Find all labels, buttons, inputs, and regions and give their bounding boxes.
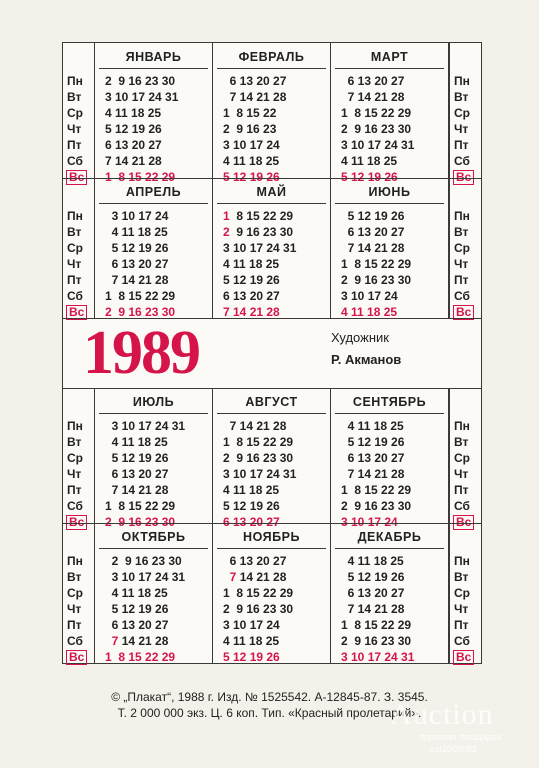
day-row: 5 12 19 26 <box>105 451 169 465</box>
weekday-label: Вт <box>454 570 469 584</box>
weekday-column-right <box>449 523 481 663</box>
day-row: 6 13 20 27 <box>105 138 162 152</box>
weekday-label: Пт <box>454 618 469 632</box>
day-row: 7 14 21 28 <box>223 419 287 433</box>
weekday-column-right <box>449 43 481 183</box>
weekday-label: Пт <box>67 618 82 632</box>
day-row: 2 9 16 23 30 <box>105 515 176 529</box>
weekday-label: Пн <box>67 554 83 568</box>
section-divider <box>63 178 481 179</box>
day-row: 4 11 18 25 <box>341 154 398 168</box>
day-row: 2 9 16 23 30 <box>341 499 412 513</box>
weekday-label: Чт <box>67 467 82 481</box>
day-row: 1 8 15 22 29 <box>223 435 294 449</box>
weekday-label: Чт <box>67 122 82 136</box>
month-block <box>95 523 213 663</box>
day-row: 5 12 19 26 <box>223 273 280 287</box>
weekday-label: Вт <box>454 435 469 449</box>
day-row: 5 12 19 26 <box>341 209 405 223</box>
day-row: 2 9 16 23 30 <box>223 225 294 239</box>
weekday-label <box>63 649 94 665</box>
month-title: АПРЕЛЬ <box>99 182 208 204</box>
weekday-label: Пн <box>454 419 470 433</box>
day-row: 5 12 19 26 <box>223 170 280 184</box>
weekday-label: Пн <box>454 554 470 568</box>
day-row: 7 14 21 28 <box>111 634 169 648</box>
day-row: 5 12 19 26 <box>223 499 280 513</box>
weekday-label: Ср <box>67 241 83 255</box>
weekday-label: Ср <box>67 106 83 120</box>
day-row: 2 9 16 23 30 <box>223 602 294 616</box>
quarter-row <box>63 178 481 318</box>
weekday-label: Пт <box>454 483 469 497</box>
weekday-label: Пн <box>67 74 83 88</box>
weekday-label: Пт <box>454 138 469 152</box>
month-title: МАЙ <box>217 182 326 204</box>
day-row: 1 8 15 22 29 <box>341 618 412 632</box>
day-row: 3 10 17 24 31 <box>341 650 415 664</box>
day-row: 5 12 19 26 <box>341 570 405 584</box>
day-row: 6 13 20 27 <box>223 515 280 529</box>
day-row: 3 10 17 24 31 <box>223 467 297 481</box>
day-row: 4 11 18 25 <box>223 257 280 271</box>
day-row: 1 8 15 22 29 <box>341 257 412 271</box>
auction-watermark: Auction <box>390 698 494 731</box>
day-row: 6 13 20 27 <box>223 74 287 88</box>
weekday-label: Сб <box>67 154 83 168</box>
weekday-label: Ср <box>67 451 83 465</box>
day-row: 3 10 17 24 31 <box>105 90 179 104</box>
day-row: 3 10 17 24 <box>223 138 280 152</box>
day-row: 2 9 16 23 30 <box>341 634 412 648</box>
holiday-date: 7 <box>111 634 119 648</box>
day-row: 3 10 17 24 31 <box>105 419 186 433</box>
weekday-label: Чт <box>454 257 469 271</box>
month-block <box>95 388 213 528</box>
weekday-label: Ср <box>454 241 470 255</box>
day-row: 3 10 17 24 <box>341 515 398 529</box>
quarter-row <box>63 523 481 663</box>
weekday-label: Вт <box>67 570 82 584</box>
quarter-row <box>63 388 481 528</box>
month-block <box>331 388 449 528</box>
day-row: 2 9 16 23 30 <box>341 273 412 287</box>
holiday-date: 1 <box>223 209 230 223</box>
day-row: 1 8 15 22 29 <box>105 499 176 513</box>
weekday-label-sunday: Вс <box>456 305 472 319</box>
day-row: 6 13 20 27 <box>105 618 169 632</box>
day-row: 7 14 21 28 <box>223 305 280 319</box>
quarter-row <box>63 43 481 183</box>
day-row: 4 11 18 25 <box>341 554 404 568</box>
day-row: 1 8 15 22 29 <box>223 209 294 223</box>
weekday-label: Сб <box>67 289 83 303</box>
day-row: 6 13 20 27 <box>341 74 405 88</box>
weekday-label: Ср <box>67 586 83 600</box>
day-row: 6 13 20 27 <box>341 451 405 465</box>
day-row: 5 12 19 26 <box>341 435 405 449</box>
month-block <box>95 43 213 183</box>
day-row: 7 14 21 28 <box>229 570 287 584</box>
weekday-label-sunday: Вс <box>69 170 85 184</box>
weekday-label: Вт <box>67 90 82 104</box>
day-row: 3 10 17 24 31 <box>341 138 415 152</box>
month-title: МАРТ <box>335 47 444 69</box>
weekday-label: Ср <box>454 451 470 465</box>
weekday-column-right <box>449 388 481 528</box>
weekday-column-left <box>63 178 95 318</box>
day-row: 3 10 17 24 <box>105 209 169 223</box>
weekday-label: Чт <box>67 257 82 271</box>
month-block <box>213 388 331 528</box>
weekday-label: Сб <box>67 499 83 513</box>
weekday-label: Сб <box>454 154 470 168</box>
day-row: 6 13 20 27 <box>105 467 169 481</box>
weekday-column-left <box>63 523 95 663</box>
day-row: 2 9 16 23 30 <box>105 305 176 319</box>
day-row: 6 13 20 27 <box>223 554 287 568</box>
weekday-label: Пн <box>454 74 470 88</box>
weekday-label-sunday: Вс <box>456 515 472 529</box>
month-title: АВГУСТ <box>217 392 326 414</box>
day-row: 1 8 15 22 29 <box>341 106 412 120</box>
day-row: 1 8 15 22 29 <box>105 170 176 184</box>
day-row: 5 12 19 26 <box>341 170 398 184</box>
month-title: ОКТЯБРЬ <box>99 527 208 549</box>
day-row: 7 14 21 28 <box>341 90 405 104</box>
weekday-label: Пн <box>67 419 83 433</box>
day-row: 1 8 15 22 <box>223 106 277 120</box>
day-row: 4 11 18 25 <box>223 483 280 497</box>
weekday-label: Пт <box>454 273 469 287</box>
day-row: 7 14 21 28 <box>341 467 405 481</box>
day-row: 2 9 16 23 30 <box>105 554 182 568</box>
day-row: 6 13 20 27 <box>223 289 280 303</box>
month-title: ИЮЛЬ <box>99 392 208 414</box>
weekday-label: Чт <box>454 122 469 136</box>
month-block <box>331 178 449 318</box>
day-row: 3 10 17 24 31 <box>105 570 186 584</box>
day-row: 2 9 16 23 30 <box>223 451 294 465</box>
day-row: 7 14 21 28 <box>341 241 405 255</box>
month-block <box>331 43 449 183</box>
weekday-label-sunday: Вс <box>69 650 85 664</box>
day-row: 5 12 19 26 <box>105 602 169 616</box>
weekday-label: Сб <box>67 634 83 648</box>
month-title: ИЮНЬ <box>335 182 444 204</box>
weekday-column-left <box>63 388 95 528</box>
weekday-label: Вт <box>67 225 82 239</box>
weekday-label: Вт <box>454 90 469 104</box>
day-row: 6 13 20 27 <box>105 257 169 271</box>
day-row: 2 9 16 23 30 <box>105 74 176 88</box>
calendar-card <box>62 42 482 664</box>
day-row: 5 12 19 26 <box>105 122 162 136</box>
weekday-label <box>450 649 481 665</box>
day-row: 7 14 21 28 <box>105 273 169 287</box>
weekday-label: Чт <box>454 602 469 616</box>
month-block <box>213 43 331 183</box>
weekday-label: Пт <box>67 138 82 152</box>
holiday-date: 7 <box>229 570 237 584</box>
weekday-label: Сб <box>454 634 470 648</box>
month-block <box>331 523 449 663</box>
month-title: ЯНВАРЬ <box>99 47 208 69</box>
year-band <box>63 318 481 388</box>
month-block <box>95 178 213 318</box>
weekday-label-sunday: Вс <box>69 305 85 319</box>
weekday-label: Ср <box>454 106 470 120</box>
month-title: СЕНТЯБРЬ <box>335 392 444 414</box>
weekday-label-sunday: Вс <box>456 170 472 184</box>
day-row: 7 14 21 28 <box>341 602 405 616</box>
weekday-label: Ср <box>454 586 470 600</box>
day-row: 4 11 18 25 <box>105 435 168 449</box>
day-row: 3 10 17 24 31 <box>223 241 297 255</box>
footer-imprint-line-1: © „Плакат“, 1988 г. Изд. № 1525542. А-12845-87. З. 3545. <box>111 690 428 704</box>
watermark-subtitle: торговая площадка <box>420 732 502 742</box>
day-row: 1 8 15 22 29 <box>105 289 176 303</box>
month-title: НОЯБРЬ <box>217 527 326 549</box>
weekday-label: Сб <box>454 289 470 303</box>
section-divider <box>63 523 481 524</box>
day-row: 3 10 17 24 <box>223 618 280 632</box>
weekday-label: Сб <box>454 499 470 513</box>
section-divider <box>63 388 481 389</box>
month-title: ФЕВРАЛЬ <box>217 47 326 69</box>
day-row: 4 11 18 25 <box>105 106 162 120</box>
day-row: 1 8 15 22 29 <box>341 483 412 497</box>
artist-label: Художник <box>331 330 389 345</box>
day-row: 4 11 18 25 <box>341 305 398 319</box>
day-row: 2 9 16 23 30 <box>341 122 412 136</box>
day-row: 4 11 18 25 <box>223 634 280 648</box>
day-row: 7 14 21 28 <box>105 483 169 497</box>
weekday-label: Чт <box>67 602 82 616</box>
day-row: 1 8 15 22 29 <box>223 586 294 600</box>
footer-imprint-line-2: Т. 2 000 000 экз. Ц. 6 коп. Тип. «Красный пролетарий». <box>117 706 422 720</box>
weekday-column-right <box>449 178 481 318</box>
month-title: ДЕКАБРЬ <box>335 527 444 549</box>
day-row: 3 10 17 24 <box>341 289 398 303</box>
day-row: 2 9 16 23 <box>223 122 277 136</box>
weekday-label: Пн <box>454 209 470 223</box>
year-title: 1989 <box>83 319 199 387</box>
day-row: 4 11 18 25 <box>223 154 280 168</box>
day-row: 4 11 18 25 <box>341 419 404 433</box>
day-row: 4 11 18 25 <box>105 225 168 239</box>
month-block <box>213 523 331 663</box>
watermark-id: cat2008082 <box>430 744 478 754</box>
weekday-label: Чт <box>454 467 469 481</box>
weekday-label: Вт <box>67 435 82 449</box>
weekday-column-left <box>63 43 95 183</box>
day-row: 6 13 20 27 <box>341 225 405 239</box>
day-row: 7 14 21 28 <box>223 90 287 104</box>
artist-name: Р. Акманов <box>331 352 402 367</box>
weekday-label: Вт <box>454 225 469 239</box>
holiday-date: 2 <box>223 225 230 239</box>
day-row: 5 12 19 26 <box>105 241 169 255</box>
month-block <box>213 178 331 318</box>
weekday-label: Пт <box>67 273 82 287</box>
day-row: 4 11 18 25 <box>105 586 168 600</box>
weekday-label: Пт <box>67 483 82 497</box>
day-row: 1 8 15 22 29 <box>105 650 176 664</box>
day-row: 7 14 21 28 <box>105 154 162 168</box>
weekday-label: Пн <box>67 209 83 223</box>
day-row: 6 13 20 27 <box>341 586 405 600</box>
day-row: 5 12 19 26 <box>223 650 280 664</box>
weekday-label-sunday: Вс <box>69 515 85 529</box>
weekday-label-sunday: Вс <box>456 650 472 664</box>
